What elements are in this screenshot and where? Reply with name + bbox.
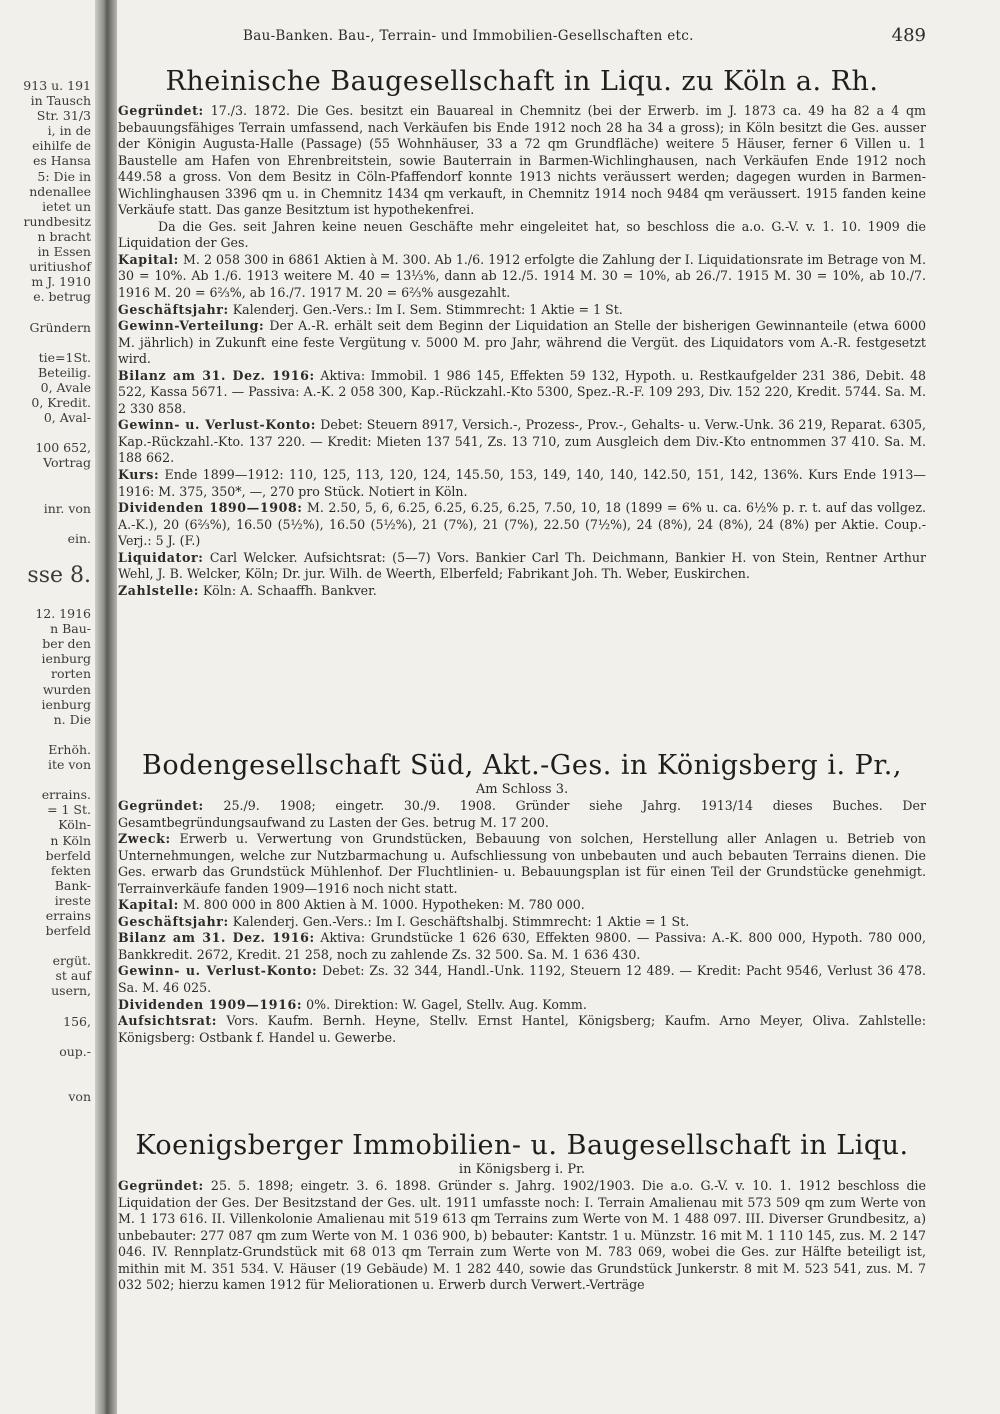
facing-page-line (0, 486, 95, 501)
entry-paragraph (118, 467, 926, 500)
field-text: Aktiva: Grundstücke 1 626 630, Effekten 9800. — Passiva: A.-K. 800 000, Hypoth. 780 000, Bankkredit. 2672, Kredit. 21 258, noch zu zahlende Zs. 32 500. Sa. M. 1 636 430. (118, 930, 926, 962)
facing-page-line: i, in de (47, 123, 91, 139)
field-text: Der A.-R. erhält seit dem Beginn der Liquidation an Stelle der bisherigen Gewinnanteile (etwa 6000 M. jährlich) in Zukunft eine feste Vergütung v. 5000 M. pro Jahr, während die Vergüt. des Liquidators vom A.-R. festgesetzt wird. (118, 318, 926, 367)
facing-page-line (0, 516, 95, 531)
entry-paragraph (118, 997, 926, 1014)
facing-page-line: Erhöh. (48, 741, 91, 757)
section-title: Koenigsberger Immobilien- u. Baugesellschaft in Liqu. (135, 1130, 909, 1161)
entry-paragraph (118, 318, 926, 368)
field-text: M. 2.50, 5, 6, 6.25, 6.25, 6.25, 6.25, 7.50, 10, 18 (1899 = 6% u. ca. 6½% p. r. t. auf das vollgez. A.-K.), 20 (6⅔%), 16.50 (5½%), 16.50 (5½%), 21 (7%), 21 (7%), 22.50 (7½%), 24 (8%), 24 (8%), 24 (8%) per Aktie. Coup.-Verj.: 5 J. (F.) (118, 500, 926, 549)
facing-page-line: usern, (51, 983, 91, 999)
field-label: Geschäftsjahr: (118, 913, 229, 929)
facing-page-line: berfeld (45, 923, 91, 939)
facing-page-line: fekten (50, 862, 91, 878)
section-body (118, 1178, 926, 1294)
facing-page-line: sse 8. (27, 563, 91, 588)
facing-page-line: = 1 St. (47, 802, 91, 818)
entry-paragraph (118, 1178, 926, 1294)
facing-page-line: rorten (51, 666, 91, 682)
field-label: Aufsichtsrat: (118, 1013, 218, 1029)
field-text: Köln: A. Schaaffh. Bankver. (199, 582, 377, 598)
facing-page-line: in Essen (37, 244, 91, 260)
entry-paragraph (118, 103, 926, 219)
facing-page-line: errains. (41, 787, 91, 803)
facing-page-line (0, 938, 95, 953)
field-label: Kurs: (118, 467, 160, 483)
field-text: Carl Welcker. Aufsichtsrat: (5—7) Vors. Bankier Carl Th. Deichmann, Bankier H. von Stein, Rentner Arthur Wehl, J. B. Welcker, Köln; Dr. jur. Wilh. de Weerth, Elberfeld; Fabrikant Joh. Th. Weber, Euskirchen. (118, 549, 926, 582)
field-label: Zweck: (118, 831, 171, 847)
field-text: Kalenderj. Gen.-Vers.: Im I. Geschäftshalbj. Stimmrecht: 1 Aktie = 1 St. (228, 913, 690, 929)
facing-page-line: errains (45, 907, 91, 923)
field-text: Erwerb u. Verwertung von Grundstücken, Bebauung von solchen, Herstellung aller Anlagen u. Betrieb von Unternehmungen, welche zur Nutzbarmachung u. Aufschliessung von unbebauten und auch bebauten Terrains dienen. Die Ges. erwarb das Grundstück Mühlenhof. Der Fluchtlinien- u. Bebauungsplan ist für einen Teil der Grundstücke genehmigt. Terrainverkäufe fanden 1909—1916 noch nicht statt. (118, 831, 926, 896)
field-label: Geschäftsjahr: (118, 301, 229, 317)
section-body (118, 103, 926, 599)
facing-page-line: 0, Kredit. (31, 394, 91, 410)
book-spine-shadow (95, 0, 117, 1414)
field-text: Aktiva: Immobil. 1 986 145, Effekten 59 132, Hypoth. u. Restkaufgelder 231 386, Debit. 48 522, Kassa 5671. — Passiva: A.-K. 2 058 300, Kap.-Rückzahl.-Kto 5300, Spez.-R.-F. 109 293, Div. 152 220, Kredit. 5744. Sa. M. 2 330 858. (118, 367, 926, 416)
facing-page-line: e. betrug (33, 289, 91, 305)
section-koenigsberger-immobilien (118, 1130, 926, 1294)
section-title: Rheinische Baugesellschaft in Liqu. zu Köln a. Rh. (165, 66, 879, 97)
field-text: Da die Ges. seit Jahren keine neuen Geschäfte mehr eingeleitet hat, so beschloss die a.o. G.-V. v. 1. 10. 1909 die Liquidation der Ges. (118, 218, 926, 251)
section-title: Bodengesellschaft Süd, Akt.-Ges. in Königsberg i. Pr., (142, 750, 902, 781)
facing-page-line (0, 772, 95, 787)
facing-page-line: n Köln (50, 832, 91, 848)
facing-page-line: ienburg (41, 696, 91, 712)
facing-page-line: es Hansa (32, 153, 91, 169)
field-text: 17./3. 1872. Die Ges. besitzt ein Bauareal in Chemnitz (bei der Erwerb. im J. 1873 ca. 49 ha 82 a 4 qm bebauungsfähiges Terrain umfassend, nach Verkäufen bis Ende 1912 noch 28 ha 34 a gross); in Köln besitzt die Ges. ausser der Königin Augusta-Halle (Passage) (55 Wohnhäuser, 33 a 72 qm Grundfläche) weitere 5 Häuser, ferner 6 Villen u. 1 Baustelle am Hafen von Ehrenbreitstein, sowie Bauterrain in Barmen-Wichlinghausen, nach Verkäufen Ende 1912 noch 449.58 a gross. Von dem Besitz in Cöln-Pfaffendorf konnte 1913 nichts veräussert werden; dagegen wurden in Barmen-Wichlinghausen 3396 qm u. in Chemnitz 1434 qm verkauft, in Chemnitz 1914 noch 9484 qm veräussert. 1915 fanden keine Verkäufe statt. Das ganze Besitztum ist hypothekenfrei. (118, 103, 926, 218)
facing-page-line: Str. 31/3 (36, 108, 91, 124)
field-label: Gegründet: (118, 103, 204, 118)
facing-page-line: uritiushof (29, 259, 91, 275)
section-body (118, 798, 926, 1046)
facing-page-line: tie=1St. (38, 349, 91, 365)
field-label: Dividenden 1890—1908: (118, 500, 303, 516)
facing-page-line: ergüt. (52, 953, 91, 969)
entry-paragraph (118, 550, 926, 583)
field-label: Gewinn-Verteilung: (118, 318, 265, 334)
facing-page-line: ein. (67, 530, 91, 546)
entry-paragraph (118, 930, 926, 963)
facing-page-line (0, 425, 95, 440)
facing-page-column (0, 78, 95, 1414)
field-text: 0%. Direktion: W. Gagel, Stellv. Aug. Komm. (302, 996, 587, 1012)
facing-page-line: ndenallee (29, 183, 91, 199)
field-text: 25./9. 1908; eingetr. 30./9. 1908. Gründer siehe Jahrg. 1913/14 dieses Buches. Der Gesamtbegründungsaufwand zu Lasten der Ges. betrug M. 17 200. (118, 798, 926, 830)
entry-paragraph (118, 302, 926, 319)
facing-page-line: ber den (42, 636, 91, 652)
field-text: Debet: Zs. 32 344, Handl.-Unk. 1192, Steuern 12 489. — Kredit: Pacht 9546, Verlust 36 478. Sa. M. 46 025. (118, 963, 926, 996)
entry-paragraph (118, 219, 926, 252)
facing-page-line: m J. 1910 (31, 274, 91, 290)
section-rheinische-baugesellschaft (118, 66, 926, 599)
section-subtitle: in Königsberg i. Pr. (458, 1162, 586, 1177)
section-bodengesellschaft-sued (118, 750, 926, 1046)
field-label: Zahlstelle: (118, 582, 200, 598)
entry-paragraph (118, 1013, 926, 1046)
field-label: Bilanz am 31. Dez. 1916: (118, 367, 315, 383)
facing-page-line: in Tausch (30, 93, 91, 109)
facing-page-line (0, 470, 95, 485)
page-main (118, 0, 926, 1414)
field-text: M. 800 000 in 800 Aktien à M. 1000. Hypotheken: M. 780 000. (178, 897, 585, 913)
entry-paragraph (118, 914, 926, 931)
entry-paragraph (118, 963, 926, 996)
facing-page-line (0, 1074, 95, 1089)
facing-page-line (0, 999, 95, 1014)
entry-paragraph (118, 583, 926, 600)
facing-page-line: 100 652, (35, 440, 91, 456)
facing-page-line: Bank- (54, 877, 91, 893)
facing-page-line: oup.- (59, 1043, 91, 1059)
entry-paragraph (118, 831, 926, 897)
facing-page-line: n. Die (53, 711, 91, 727)
facing-page-line: ite von (47, 757, 91, 773)
facing-page-line: berfeld (45, 847, 91, 863)
facing-page-line (0, 546, 95, 561)
field-label: Gegründet: (118, 1178, 204, 1193)
entry-paragraph (118, 417, 926, 467)
entry-paragraph (118, 252, 926, 302)
facing-page-line: 913 u. 191 (23, 78, 91, 93)
facing-page-line: Beteilig. (38, 364, 91, 380)
facing-page-line (0, 335, 95, 350)
field-label: Liquidator: (118, 549, 204, 565)
facing-page-line: 0, Avale (40, 379, 91, 395)
facing-page-line: 0, Aval- (43, 410, 91, 426)
facing-page-line: Vortrag (43, 455, 91, 471)
facing-page-line: 12. 1916 (35, 606, 91, 622)
field-text: 25. 5. 1898; eingetr. 3. 6. 1898. Gründer s. Jahrg. 1902/1903. Die a.o. G.-V. v. 10. 1. 1912 beschloss die Liquidation der Ges. Der Besitzstand der Ges. ult. 1911 umfasste noch: I. Terrain Amalienau mit 573 509 qm zum Werte von M. 1 173 616. II. Villenkolonie Amalienau mit 519 613 qm Terrains zum Werte von M. 1 488 097. III. Diverser Grundbesitz, a) unbebauter: 277 087 qm zum Werte von M. 1 036 900, b) bebauter: Kantstr. 1 u. Münzstr. 16 mit M. 1 110 145, zus. M. 2 147 046. IV. Rennplatz-Grundstück mit 68 013 qm Terrain zum Werte von M. 783 069, wobei die Ges. zur Hälfte beteiligt ist, mithin mit M. 351 534. V. Häuser (19 Gebäude) M. 1 282 440, sowie das Grundstück Junkerstr. 8 mit M. 523 541, zus. M. 7 032 502; hierzu kamen 1912 für Meliorationen u. Erwerb durch Verwert.-Verträge (118, 1178, 926, 1293)
facing-page-line (0, 304, 95, 319)
field-label: Kapital: (118, 897, 179, 913)
facing-page-line (0, 727, 95, 742)
facing-page-line (0, 1029, 95, 1044)
entry-paragraph (118, 368, 926, 418)
facing-page-line: Gründern (29, 319, 91, 335)
field-label: Bilanz am 31. Dez. 1916: (118, 930, 315, 946)
field-text: M. 2 058 300 in 6861 Aktien à M. 300. Ab 1./6. 1912 erfolgte die Zahlung der I. Liquidationsrate im Betrage von M. 30 = 10%. Ab 1./6. 1913 weitere M. 40 = 13⅓%, dann ab 12./5. 1914 M. 30 = 10%, ab 26./7. 1915 M. 30 = 10%, ab 10./7. 1916 M. 20 = 6⅔%, ab 16./7. 1917 M. 20 = 6⅔% ausgezahlt. (118, 251, 926, 301)
facing-page-line: wurden (42, 681, 91, 697)
facing-page-line: ienburg (41, 651, 91, 667)
entry-paragraph (118, 897, 926, 914)
field-label: Kapital: (118, 251, 179, 267)
running-title: Bau-Banken. Bau-, Terrain- und Immobilien-Gesellschaften etc. (243, 28, 694, 44)
facing-page-line: ireste (54, 892, 91, 908)
facing-page-line (0, 1059, 95, 1074)
field-label: Gegründet: (118, 798, 204, 813)
facing-page-line: eihilfe de (32, 138, 91, 154)
facing-page-line: 156, (63, 1013, 91, 1029)
facing-page-line: n Bau- (50, 621, 91, 637)
field-text: Debet: Steuern 8917, Versich.-, Prozess-, Prov.-, Gehalts- u. Verw.-Unk. 36 219, Reparat. 6305, Kap.-Rückzahl.-Kto. 137 220. — Kredit: Mieten 137 541, Zs. 13 710, zum Ausgleich dem Div.-Kto entnommen 37 410. Sa. M. 188 662. (118, 417, 926, 466)
section-subtitle: Am Schloss 3. (475, 782, 569, 797)
running-header (118, 25, 926, 49)
facing-page-line: ietet un (42, 198, 91, 214)
facing-page-line: rundbesitz (23, 213, 91, 229)
facing-page-line: inr. von (43, 500, 91, 516)
facing-page-line: von (68, 1089, 91, 1105)
field-text: Kalenderj. Gen.-Vers.: Im I. Sem. Stimmrecht: 1 Aktie = 1 St. (228, 301, 623, 317)
field-label: Gewinn- u. Verlust-Konto: (118, 417, 317, 433)
entry-paragraph (118, 798, 926, 831)
field-label: Gewinn- u. Verlust-Konto: (118, 963, 318, 979)
field-text: Vors. Kaufm. Bernh. Heyne, Stellv. Ernst Hantel, Königsberg; Kaufm. Arno Meyer, Oliva. Zahlstelle: Königsberg: Ostbank f. Handel u. Gewerbe. (118, 1013, 926, 1045)
facing-page-line: Köln- (58, 817, 91, 833)
field-text: Ende 1899—1912: 110, 125, 113, 120, 124, 145.50, 153, 149, 140, 140, 142.50, 151, 142, 136%. Kurs Ende 1913—1916: M. 375, 350*, —, 270 pro Stück. Notiert in Köln. (118, 467, 926, 499)
facing-page-line (0, 591, 95, 606)
page-number: 489 (891, 25, 926, 46)
facing-page-line: n bracht (37, 228, 91, 244)
facing-page-line: 5: Die in (37, 168, 91, 184)
entry-paragraph (118, 500, 926, 550)
field-label: Dividenden 1909—1916: (118, 996, 303, 1012)
facing-page-line: st auf (55, 968, 91, 984)
